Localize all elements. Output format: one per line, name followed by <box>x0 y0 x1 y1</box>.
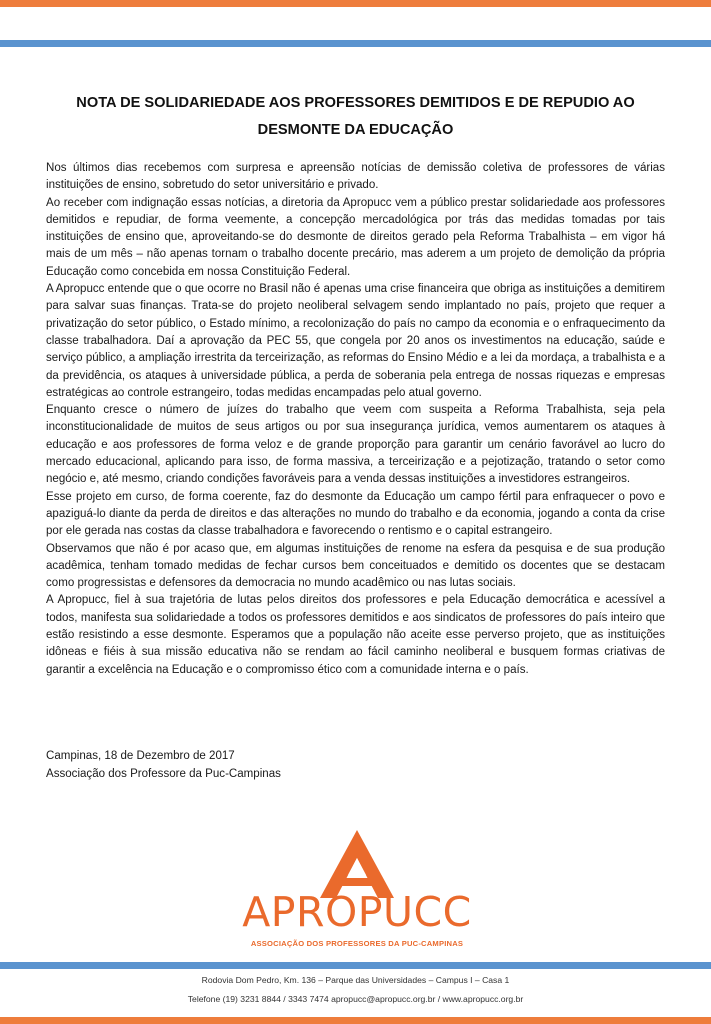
title-line-2: DESMONTE DA EDUCAÇÃO <box>257 122 454 138</box>
top-orange-bar <box>0 0 711 7</box>
document-title <box>40 90 671 144</box>
paragraph-3: A Apropucc entende que o que ocorre no Brasil não é apenas uma crise financeira que obriga as instituições a demitirem para salvar suas finanças. Trata-se do projeto neoliberal selvagem sendo implantado no país, projeto que requer a privatização do setor público, o Estado mínimo, a recolonização do país no campo da economia e o enfraquecimento da classe trabalhadora. Daí a aprovação da PEC 55, que congela por 20 anos os investimentos na educação, saúde e serviço público, a ampliação irrestrita da terceirização, as reformas do Ensino Médio e a lei da mordaça, a trabalhista e a da previdência, os ataques à universidade pública, a perda de soberania pela entrega de nossas riquezas e empresas estratégicas ao controle estrangeiro, todas medidas encampadas pelo atual governo. <box>46 283 665 399</box>
apropucc-logo <box>232 828 482 954</box>
logo-wordmark: APROPUCC <box>242 888 472 936</box>
document-body <box>46 160 665 679</box>
paragraph-4: Enquanto cresce o número de juízes do trabalho que veem com suspeita a Reforma Trabalhista, seja pela inconstitucionalidade de muitos de seus artigos ou por sua insegurança jurídica, vemos aumentarem os ataques à educação e aos professores de forma veloz e de grande proporção para garantir um cenário favorável ao lucro do mercado educacional, aplicando para isso, de forma massiva, a terceirização e a pejotização, tratando o setor como negócio e, até mesmo, criando condições favoráveis para a venda dessas instituições a investidores estrangeiros. <box>46 404 665 486</box>
signature-block <box>46 747 281 783</box>
footer-contact: Telefone (19) 3231 8844 / 3343 7474 apropucc@apropucc.org.br / www.apropucc.org.br <box>187 994 524 1004</box>
bottom-orange-bar <box>0 1017 711 1024</box>
paragraph-6: Observamos que não é por acaso que, em algumas instituições de renome na esfera da pesquisa e de sua produção acadêmica, tenham tomado medidas de fechar cursos bem conceituados e demitido os docentes que se destacam como progressistas e defensores da democracia no mundo acadêmico ou nas lutas sociais. <box>46 542 665 590</box>
paragraph-2: Ao receber com indignação essas notícias, a diretoria da Apropucc vem a público prestar solidariedade aos professores demitidos e repudiar, de forma veemente, a concepção mercadológica por trás das medidas tomadas por tais instituições de ensino que, aproveitando-se do desmonte de direitos gerado pela Reforma Trabalhista – em vigor há mais de um mês – não apenas tornam o trabalho docente precário, mas aderem a um projeto de demolição da própria Educação como concebida em nossa Constituição Federal. <box>46 196 665 278</box>
place-date: Campinas, 18 de Dezembro de 2017 <box>46 750 235 762</box>
footer-address: Rodovia Dom Pedro, Km. 136 – Parque das Universidades – Campus I – Casa 1 <box>201 975 510 985</box>
bottom-blue-bar <box>0 962 711 969</box>
paragraph-1: Nos últimos dias recebemos com surpresa e apreensão notícias de demissão coletiva de professores de várias instituições de ensino, sobretudo do setor universitário e privado. <box>46 162 665 192</box>
top-blue-bar <box>0 40 711 47</box>
logo-tagline: ASSOCIAÇÃO DOS PROFESSORES DA PUC-CAMPINAS <box>250 939 464 948</box>
title-line-1: NOTA DE SOLIDARIEDADE AOS PROFESSORES DEMITIDOS E DE REPUDIO AO <box>76 95 635 111</box>
paragraph-5: Esse projeto em curso, de forma coerente, faz do desmonte da Educação um campo fértil para enfraquecer o povo e apaziguá-lo diante da perda de direitos e das alterações no mundo do trabalho e da economia, jogando a conta da crise por ele gerada nas costas da classe trabalhadora e favorecendo o rentismo e o capital estrangeiro. <box>46 490 665 538</box>
signatory: Associação dos Professore da Puc-Campinas <box>46 768 281 780</box>
paragraph-7: A Apropucc, fiel à sua trajetória de lutas pelos direitos dos professores e pela Educação democrática e acessível a todos, manifesta sua solidariedade a todos os professores demitidos e aos sindicatos de professores do país inteiro que estão resistindo a esse desmonte. Esperamos que a população não aceite esse perverso projeto, que as instituições idôneas e fiéis à sua missão educativa não se rendam ao fácil caminho neoliberal e busquem formas criativas de garantir a excelência na Educação e o compromisso ético com a comunidade interna e o país. <box>46 594 665 676</box>
